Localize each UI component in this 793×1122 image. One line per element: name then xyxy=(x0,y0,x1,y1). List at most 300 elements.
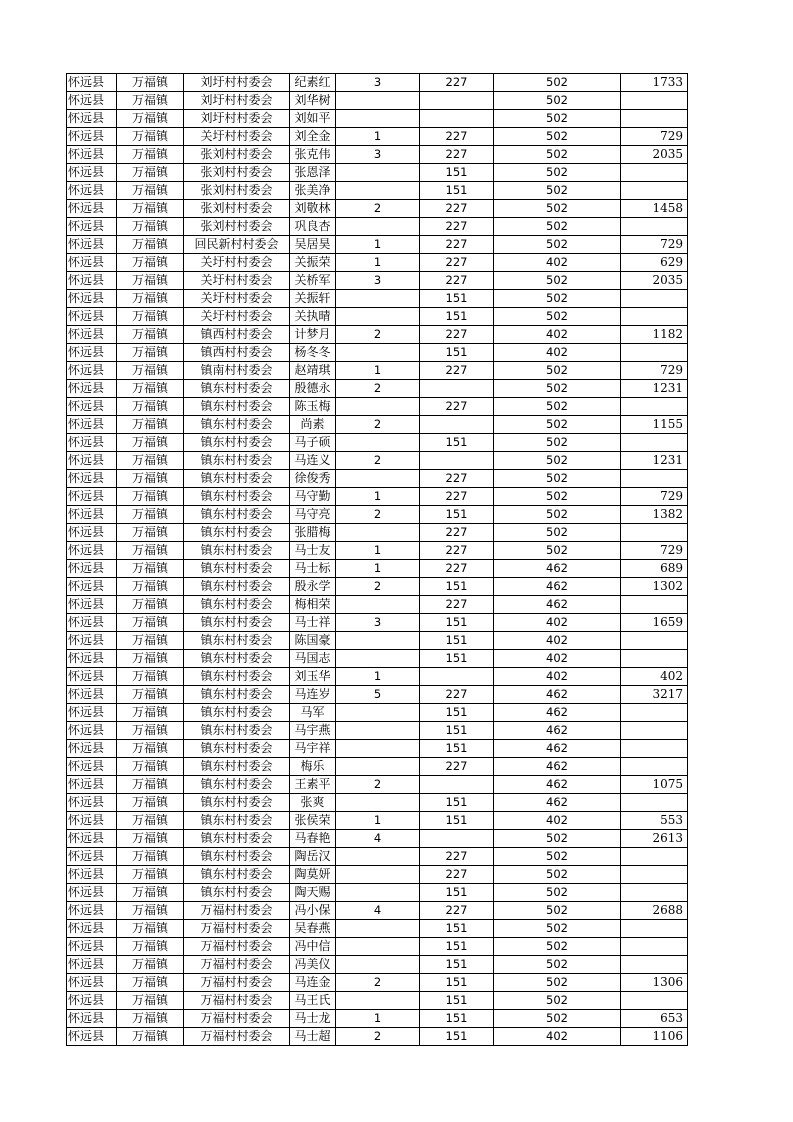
town-cell: 万福镇 xyxy=(117,452,184,470)
town-cell: 万福镇 xyxy=(117,776,184,794)
amount-a-cell: 227 xyxy=(420,128,494,146)
table-row xyxy=(67,1028,688,1046)
town-cell: 万福镇 xyxy=(117,308,184,326)
amount-a-cell: 227 xyxy=(420,758,494,776)
amount-a-cell: 151 xyxy=(420,1010,494,1028)
village-committee-cell: 关圩村村委会 xyxy=(184,290,290,308)
village-committee-cell: 镇东村村委会 xyxy=(184,596,290,614)
county-cell: 怀远县 xyxy=(67,398,117,416)
table-row xyxy=(67,488,688,506)
amount-a-cell: 151 xyxy=(420,704,494,722)
name-cell: 关振轩 xyxy=(290,290,336,308)
total-cell: 729 xyxy=(621,236,688,254)
amount-b-cell: 502 xyxy=(494,884,621,902)
county-cell: 怀远县 xyxy=(67,128,117,146)
amount-a-cell: 227 xyxy=(420,686,494,704)
total-cell xyxy=(621,110,688,128)
name-cell: 马宇燕 xyxy=(290,722,336,740)
amount-b-cell: 502 xyxy=(494,308,621,326)
total-cell xyxy=(621,632,688,650)
amount-b-cell: 402 xyxy=(494,614,621,632)
county-cell: 怀远县 xyxy=(67,488,117,506)
amount-a-cell: 151 xyxy=(420,794,494,812)
household-count-cell xyxy=(336,866,420,884)
village-committee-cell: 镇东村村委会 xyxy=(184,758,290,776)
name-cell: 马连岁 xyxy=(290,686,336,704)
table-row xyxy=(67,164,688,182)
total-cell xyxy=(621,92,688,110)
total-cell: 3217 xyxy=(621,686,688,704)
total-cell xyxy=(621,344,688,362)
town-cell: 万福镇 xyxy=(117,416,184,434)
name-cell: 尚素 xyxy=(290,416,336,434)
village-committee-cell: 张刘村村委会 xyxy=(184,182,290,200)
village-committee-cell: 万福村村委会 xyxy=(184,1010,290,1028)
amount-a-cell: 151 xyxy=(420,506,494,524)
table-row xyxy=(67,542,688,560)
county-cell: 怀远县 xyxy=(67,614,117,632)
county-cell: 怀远县 xyxy=(67,884,117,902)
town-cell: 万福镇 xyxy=(117,92,184,110)
county-cell: 怀远县 xyxy=(67,362,117,380)
amount-b-cell: 502 xyxy=(494,416,621,434)
table-row xyxy=(67,830,688,848)
amount-a-cell: 151 xyxy=(420,650,494,668)
name-cell: 马宇祥 xyxy=(290,740,336,758)
total-cell: 1302 xyxy=(621,578,688,596)
village-committee-cell: 镇东村村委会 xyxy=(184,794,290,812)
household-count-cell: 1 xyxy=(336,542,420,560)
town-cell: 万福镇 xyxy=(117,812,184,830)
amount-b-cell: 402 xyxy=(494,1028,621,1046)
name-cell: 张恩泽 xyxy=(290,164,336,182)
name-cell: 张侯荣 xyxy=(290,812,336,830)
amount-b-cell: 462 xyxy=(494,704,621,722)
total-cell xyxy=(621,956,688,974)
village-committee-cell: 镇东村村委会 xyxy=(184,848,290,866)
household-count-cell: 1 xyxy=(336,1010,420,1028)
household-count-cell xyxy=(336,794,420,812)
amount-a-cell: 151 xyxy=(420,974,494,992)
total-cell xyxy=(621,524,688,542)
village-committee-cell: 镇南村村委会 xyxy=(184,362,290,380)
table-row xyxy=(67,614,688,632)
total-cell xyxy=(621,308,688,326)
name-cell: 张美净 xyxy=(290,182,336,200)
amount-a-cell: 151 xyxy=(420,632,494,650)
village-committee-cell: 镇东村村委会 xyxy=(184,830,290,848)
county-cell: 怀远县 xyxy=(67,920,117,938)
table-row xyxy=(67,236,688,254)
amount-a-cell: 227 xyxy=(420,596,494,614)
table-row xyxy=(67,74,688,92)
name-cell: 梅乐 xyxy=(290,758,336,776)
name-cell: 陶天赐 xyxy=(290,884,336,902)
village-committee-cell: 回民新村村委会 xyxy=(184,236,290,254)
town-cell: 万福镇 xyxy=(117,542,184,560)
total-cell: 2613 xyxy=(621,830,688,848)
table-row xyxy=(67,200,688,218)
total-cell: 1231 xyxy=(621,452,688,470)
household-count-cell: 2 xyxy=(336,200,420,218)
amount-b-cell: 502 xyxy=(494,236,621,254)
town-cell: 万福镇 xyxy=(117,902,184,920)
name-cell: 陶莫妍 xyxy=(290,866,336,884)
amount-a-cell: 151 xyxy=(420,434,494,452)
table-row xyxy=(67,812,688,830)
amount-b-cell: 402 xyxy=(494,254,621,272)
name-cell: 刘玉华 xyxy=(290,668,336,686)
name-cell: 张克伟 xyxy=(290,146,336,164)
household-count-cell xyxy=(336,848,420,866)
total-cell: 729 xyxy=(621,362,688,380)
total-cell xyxy=(621,218,688,236)
county-cell: 怀远县 xyxy=(67,794,117,812)
total-cell: 2035 xyxy=(621,272,688,290)
county-cell: 怀远县 xyxy=(67,272,117,290)
village-committee-cell: 镇东村村委会 xyxy=(184,542,290,560)
amount-b-cell: 402 xyxy=(494,668,621,686)
county-cell: 怀远县 xyxy=(67,578,117,596)
name-cell: 冯小保 xyxy=(290,902,336,920)
town-cell: 万福镇 xyxy=(117,506,184,524)
household-count-cell: 2 xyxy=(336,416,420,434)
household-count-cell xyxy=(336,632,420,650)
amount-b-cell: 502 xyxy=(494,398,621,416)
table-row xyxy=(67,956,688,974)
amount-b-cell: 402 xyxy=(494,344,621,362)
table-row xyxy=(67,398,688,416)
household-count-cell: 1 xyxy=(336,560,420,578)
county-cell: 怀远县 xyxy=(67,164,117,182)
name-cell: 马连金 xyxy=(290,974,336,992)
county-cell: 怀远县 xyxy=(67,470,117,488)
name-cell: 马子硕 xyxy=(290,434,336,452)
amount-b-cell: 462 xyxy=(494,740,621,758)
table-row xyxy=(67,668,688,686)
town-cell: 万福镇 xyxy=(117,992,184,1010)
table-row xyxy=(67,758,688,776)
town-cell: 万福镇 xyxy=(117,866,184,884)
name-cell: 马士友 xyxy=(290,542,336,560)
table-row xyxy=(67,992,688,1010)
county-cell: 怀远县 xyxy=(67,146,117,164)
total-cell xyxy=(621,182,688,200)
county-cell: 怀远县 xyxy=(67,1010,117,1028)
household-count-cell xyxy=(336,182,420,200)
town-cell: 万福镇 xyxy=(117,596,184,614)
county-cell: 怀远县 xyxy=(67,632,117,650)
amount-a-cell: 151 xyxy=(420,884,494,902)
total-cell: 553 xyxy=(621,812,688,830)
village-committee-cell: 镇东村村委会 xyxy=(184,578,290,596)
name-cell: 纪素红 xyxy=(290,74,336,92)
town-cell: 万福镇 xyxy=(117,218,184,236)
table-row xyxy=(67,650,688,668)
village-committee-cell: 镇东村村委会 xyxy=(184,812,290,830)
amount-a-cell: 227 xyxy=(420,866,494,884)
table-row xyxy=(67,290,688,308)
household-count-cell xyxy=(336,398,420,416)
name-cell: 马士超 xyxy=(290,1028,336,1046)
total-cell: 1733 xyxy=(621,74,688,92)
name-cell: 马守亮 xyxy=(290,506,336,524)
town-cell: 万福镇 xyxy=(117,794,184,812)
amount-a-cell: 227 xyxy=(420,848,494,866)
amount-a-cell: 227 xyxy=(420,254,494,272)
village-committee-cell: 镇东村村委会 xyxy=(184,668,290,686)
amount-a-cell: 227 xyxy=(420,398,494,416)
town-cell: 万福镇 xyxy=(117,182,184,200)
table-row xyxy=(67,632,688,650)
household-count-cell xyxy=(336,992,420,1010)
amount-b-cell: 502 xyxy=(494,146,621,164)
town-cell: 万福镇 xyxy=(117,848,184,866)
household-count-cell xyxy=(336,884,420,902)
village-committee-cell: 张刘村村委会 xyxy=(184,200,290,218)
amount-b-cell: 502 xyxy=(494,866,621,884)
amount-b-cell: 502 xyxy=(494,74,621,92)
town-cell: 万福镇 xyxy=(117,398,184,416)
table-row xyxy=(67,578,688,596)
village-committee-cell: 张刘村村委会 xyxy=(184,146,290,164)
village-committee-cell: 镇东村村委会 xyxy=(184,614,290,632)
amount-a-cell: 151 xyxy=(420,812,494,830)
total-cell xyxy=(621,848,688,866)
name-cell: 徐俊秀 xyxy=(290,470,336,488)
village-committee-cell: 镇东村村委会 xyxy=(184,704,290,722)
amount-b-cell: 462 xyxy=(494,758,621,776)
name-cell: 刘敬林 xyxy=(290,200,336,218)
table-row xyxy=(67,452,688,470)
village-committee-cell: 镇西村村委会 xyxy=(184,326,290,344)
amount-b-cell: 402 xyxy=(494,632,621,650)
village-committee-cell: 镇东村村委会 xyxy=(184,560,290,578)
name-cell: 吴居昊 xyxy=(290,236,336,254)
county-cell: 怀远县 xyxy=(67,596,117,614)
amount-a-cell: 151 xyxy=(420,182,494,200)
table-row xyxy=(67,722,688,740)
county-cell: 怀远县 xyxy=(67,758,117,776)
county-cell: 怀远县 xyxy=(67,848,117,866)
total-cell: 729 xyxy=(621,128,688,146)
town-cell: 万福镇 xyxy=(117,884,184,902)
amount-b-cell: 462 xyxy=(494,776,621,794)
village-committee-cell: 关圩村村委会 xyxy=(184,272,290,290)
total-cell xyxy=(621,722,688,740)
household-count-cell: 1 xyxy=(336,668,420,686)
household-count-cell: 4 xyxy=(336,902,420,920)
amount-b-cell: 502 xyxy=(494,956,621,974)
town-cell: 万福镇 xyxy=(117,362,184,380)
amount-b-cell: 502 xyxy=(494,902,621,920)
name-cell: 赵靖琪 xyxy=(290,362,336,380)
village-committee-cell: 刘圩村村委会 xyxy=(184,74,290,92)
total-cell xyxy=(621,920,688,938)
amount-b-cell: 502 xyxy=(494,488,621,506)
county-cell: 怀远县 xyxy=(67,524,117,542)
table-row xyxy=(67,218,688,236)
amount-b-cell: 402 xyxy=(494,650,621,668)
village-committee-cell: 镇东村村委会 xyxy=(184,650,290,668)
name-cell: 陈国豪 xyxy=(290,632,336,650)
name-cell: 殷德永 xyxy=(290,380,336,398)
amount-b-cell: 502 xyxy=(494,524,621,542)
household-count-cell: 3 xyxy=(336,614,420,632)
county-cell: 怀远县 xyxy=(67,686,117,704)
household-count-cell: 1 xyxy=(336,812,420,830)
household-count-cell xyxy=(336,596,420,614)
county-cell: 怀远县 xyxy=(67,326,117,344)
amount-a-cell: 151 xyxy=(420,740,494,758)
amount-b-cell: 462 xyxy=(494,560,621,578)
amount-b-cell: 462 xyxy=(494,722,621,740)
village-committee-cell: 关圩村村委会 xyxy=(184,128,290,146)
table-row xyxy=(67,470,688,488)
total-cell: 689 xyxy=(621,560,688,578)
total-cell: 629 xyxy=(621,254,688,272)
town-cell: 万福镇 xyxy=(117,650,184,668)
total-cell xyxy=(621,398,688,416)
household-count-cell xyxy=(336,470,420,488)
town-cell: 万福镇 xyxy=(117,74,184,92)
amount-b-cell: 502 xyxy=(494,362,621,380)
total-cell: 653 xyxy=(621,1010,688,1028)
village-committee-cell: 镇东村村委会 xyxy=(184,452,290,470)
town-cell: 万福镇 xyxy=(117,290,184,308)
amount-b-cell: 502 xyxy=(494,830,621,848)
total-cell: 2035 xyxy=(621,146,688,164)
total-cell: 729 xyxy=(621,488,688,506)
name-cell: 王素平 xyxy=(290,776,336,794)
town-cell: 万福镇 xyxy=(117,740,184,758)
name-cell: 马士龙 xyxy=(290,1010,336,1028)
name-cell: 关执晴 xyxy=(290,308,336,326)
name-cell: 张腊梅 xyxy=(290,524,336,542)
name-cell: 马士标 xyxy=(290,560,336,578)
household-count-cell xyxy=(336,344,420,362)
total-cell: 1231 xyxy=(621,380,688,398)
total-cell: 1306 xyxy=(621,974,688,992)
amount-a-cell: 227 xyxy=(420,218,494,236)
county-cell: 怀远县 xyxy=(67,740,117,758)
total-cell: 2688 xyxy=(621,902,688,920)
amount-a-cell: 227 xyxy=(420,200,494,218)
amount-b-cell: 462 xyxy=(494,578,621,596)
amount-b-cell: 402 xyxy=(494,812,621,830)
name-cell: 马连义 xyxy=(290,452,336,470)
name-cell: 关振荣 xyxy=(290,254,336,272)
town-cell: 万福镇 xyxy=(117,380,184,398)
total-cell xyxy=(621,596,688,614)
total-cell: 1458 xyxy=(621,200,688,218)
village-committee-cell: 关圩村村委会 xyxy=(184,254,290,272)
amount-b-cell: 502 xyxy=(494,200,621,218)
town-cell: 万福镇 xyxy=(117,614,184,632)
name-cell: 梅相荣 xyxy=(290,596,336,614)
table-row xyxy=(67,380,688,398)
county-cell: 怀远县 xyxy=(67,722,117,740)
household-count-cell xyxy=(336,758,420,776)
name-cell: 马王氏 xyxy=(290,992,336,1010)
amount-b-cell: 502 xyxy=(494,452,621,470)
county-cell: 怀远县 xyxy=(67,542,117,560)
county-cell: 怀远县 xyxy=(67,1028,117,1046)
name-cell: 关桥军 xyxy=(290,272,336,290)
total-cell xyxy=(621,704,688,722)
table-row xyxy=(67,902,688,920)
village-committee-cell: 万福村村委会 xyxy=(184,974,290,992)
amount-a-cell xyxy=(420,380,494,398)
town-cell: 万福镇 xyxy=(117,974,184,992)
total-cell xyxy=(621,434,688,452)
household-count-cell: 3 xyxy=(336,146,420,164)
household-count-cell xyxy=(336,308,420,326)
table-row xyxy=(67,128,688,146)
amount-a-cell: 151 xyxy=(420,938,494,956)
village-committee-cell: 万福村村委会 xyxy=(184,1028,290,1046)
amount-b-cell: 462 xyxy=(494,596,621,614)
amount-b-cell: 402 xyxy=(494,326,621,344)
total-cell xyxy=(621,740,688,758)
village-committee-cell: 镇东村村委会 xyxy=(184,524,290,542)
name-cell: 刘如平 xyxy=(290,110,336,128)
village-committee-cell: 刘圩村村委会 xyxy=(184,92,290,110)
table-row xyxy=(67,560,688,578)
name-cell: 马国志 xyxy=(290,650,336,668)
amount-a-cell: 151 xyxy=(420,1028,494,1046)
amount-a-cell: 227 xyxy=(420,236,494,254)
table-row xyxy=(67,524,688,542)
household-count-cell: 5 xyxy=(336,686,420,704)
name-cell: 马士祥 xyxy=(290,614,336,632)
table-row xyxy=(67,182,688,200)
household-count-cell: 2 xyxy=(336,380,420,398)
amount-a-cell xyxy=(420,416,494,434)
town-cell: 万福镇 xyxy=(117,668,184,686)
town-cell: 万福镇 xyxy=(117,254,184,272)
amount-b-cell: 502 xyxy=(494,92,621,110)
amount-a-cell: 151 xyxy=(420,992,494,1010)
county-cell: 怀远县 xyxy=(67,344,117,362)
amount-a-cell xyxy=(420,92,494,110)
household-count-cell xyxy=(336,740,420,758)
amount-b-cell: 502 xyxy=(494,938,621,956)
amount-a-cell: 227 xyxy=(420,542,494,560)
amount-b-cell: 502 xyxy=(494,218,621,236)
household-count-cell: 2 xyxy=(336,1028,420,1046)
town-cell: 万福镇 xyxy=(117,524,184,542)
amount-a-cell: 227 xyxy=(420,470,494,488)
town-cell: 万福镇 xyxy=(117,722,184,740)
name-cell: 刘全金 xyxy=(290,128,336,146)
table-row xyxy=(67,146,688,164)
village-committee-cell: 万福村村委会 xyxy=(184,956,290,974)
amount-b-cell: 462 xyxy=(494,794,621,812)
table-row xyxy=(67,272,688,290)
total-cell xyxy=(621,164,688,182)
village-committee-cell: 镇东村村委会 xyxy=(184,488,290,506)
amount-b-cell: 502 xyxy=(494,272,621,290)
name-cell: 冯美仪 xyxy=(290,956,336,974)
village-committee-cell: 万福村村委会 xyxy=(184,938,290,956)
table-row xyxy=(67,848,688,866)
name-cell: 杨冬冬 xyxy=(290,344,336,362)
table-row xyxy=(67,254,688,272)
table-row xyxy=(67,704,688,722)
county-cell: 怀远县 xyxy=(67,380,117,398)
amount-a-cell: 151 xyxy=(420,614,494,632)
